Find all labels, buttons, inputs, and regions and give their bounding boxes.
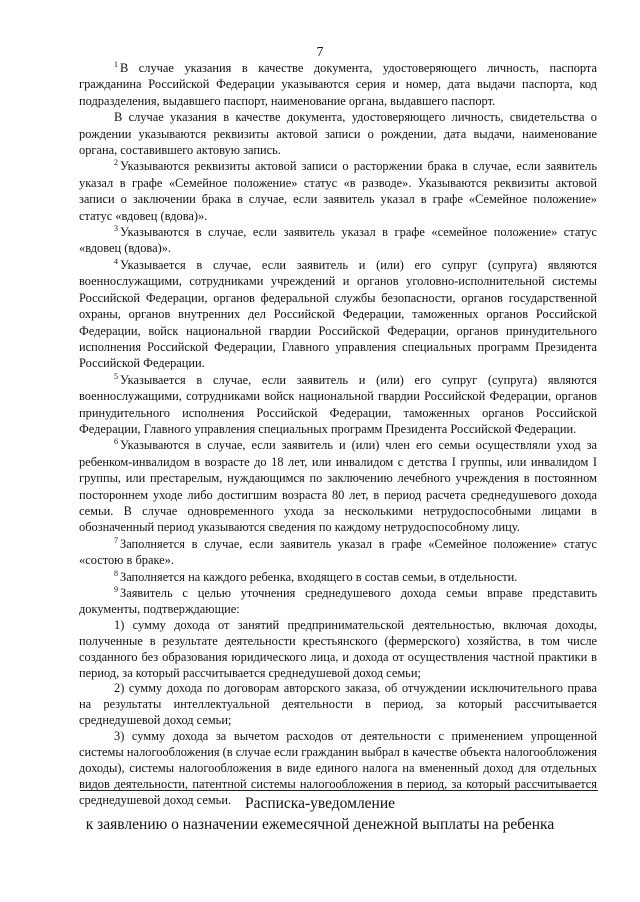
footnote-text: Указываются реквизиты актовой записи о расторжении брака в случае, если заявитель указал в графе «Семейное положение» статус «в разводе». Указываются реквизиты актовой записи о заключении брака в случае, если заявитель указал в графе «Семейное положение» статус «вдовец (вдова)». [79,159,597,223]
footnote-marker: 2 [114,158,118,168]
footnote-text: Указываются в случае, если заявитель указал в графе «семейное положение» статус «вдовец (вдова)». [79,225,597,256]
footnote-2 [79,158,597,224]
footnote-6 [79,437,597,535]
footnote-text: 1) сумму дохода от занятий предпринимательской деятельностью, включая доходы, полученные в результате деятельности крестьянского (фермерского) хозяйства, в том числе созданного без образования юридического лица, и дохода от осуществления частной практики в период, за который рассчитывается среднедушевой доход семьи; [79,617,597,680]
footnote-1 [79,60,597,109]
cut-line-divider [80,790,598,791]
footnote-text: Заполняется на каждого ребенка, входящего в состав семьи, в отдельности. [120,569,518,584]
footnote-9-item-2 [79,681,597,729]
footnote-9-item-1 [79,618,597,682]
footnote-3 [79,224,597,257]
footnote-marker: 3 [114,224,118,234]
footnotes-section [79,60,597,809]
footnote-marker: 5 [114,371,118,381]
footnote-4 [79,257,597,372]
footnote-9 [79,585,597,618]
footnote-text: Указывается в случае, если заявитель и (или) его супруг (супруга) являются военнослужащими, сотрудниками учреждений и органов уголовно-исполнительной системы Российской Федерации, органов федеральной службы безопасности, органов государственной охраны, органов внутренних дел Российской Федерации, таможенных органов Российской Федерации, войск национальной гвардии Российской Федерации, органов принудительного исполнения Российской Федерации, Главного управления специальных программ Президента Российской Федерации. [79,257,597,371]
page-number: 7 [316,44,324,59]
footnote-text: Заявитель с целью уточнения среднедушевого дохода семьи вправе представить документы, подтверждающие: [79,586,597,617]
footnote-marker: 6 [114,437,118,447]
footnote-8 [79,569,597,585]
footnote-text: Указывается в случае, если заявитель и (или) его супруг (супруга) являются военнослужащими, сотрудниками войск национальной гвардии Российской Федерации, органов принудительного исполнения Российской Федерации, таможенных органов Российской Федерации, Главного управления специальных программ Президента Российской Федерации. [79,372,597,436]
footnote-marker: 7 [114,535,118,545]
footnote-marker: 1 [114,60,118,69]
footnote-text: Заполняется в случае, если заявитель указал в графе «Семейное положение» статус «состою в браке». [79,536,597,568]
footnote-text: В случае указания в качестве документа, удостоверяющего личность, свидетельства о рождении указываются реквизиты актовой записи о рождении, дата выдачи, наименование органа, составившего актовую запись. [79,110,597,158]
footnote-text: 2) сумму дохода по договорам авторского заказа, об отчуждении исключительного права на результаты интеллектуальной деятельности в период, за который рассчитывается среднедушевой доход семьи; [79,681,597,728]
footnote-marker: 4 [114,256,118,266]
footnote-text: В случае указания в качестве документа, удостоверяющего личность, паспорта гражданина Российской Федерации указываются серия и номер, дата выдачи паспорта, код подразделения, выдавшего паспорт, наименование органа, выдавшего паспорт. [79,61,597,108]
footnote-1-continuation [79,109,597,158]
footnote-text: 3) сумму дохода за вычетом расходов от деятельности с применением упрощенной системы налогообложения (в случае если гражданин выбрал в качестве объекта налогообложения доходы), системы налогообложения в виде единого налога на вмененный доход для отдельных видов деятельности, патентной системы налогообложения в период, за который рассчитывается среднедушевой доход семьи. [79,729,597,807]
footnote-text: Указываются в случае, если заявитель и (или) член его семьи осуществляли уход за ребенком-инвалидом в возрасте до 18 лет, или инвалидом с детства I группы, или инвалидом I группы, или престарелым, нуждающимся по заключению лечебного учреждения в постоянном постороннем уходе либо достигшим возраста 80 лет, в период расчета среднедушевого дохода семьи. В случае одновременного ухода за несколькими нетрудоспособными лицами в обозначенный период указываются сведения по каждому нетрудоспособному лицу. [79,438,597,535]
footnote-marker: 9 [114,585,118,594]
footnote-7 [79,536,597,569]
footnote-5 [79,372,597,438]
receipt-title: Расписка-уведомление [244,795,396,812]
receipt-subtitle: к заявлению о назначении ежемесячной денежной выплаты на ребенка [85,816,555,833]
footnote-marker: 8 [114,568,118,578]
